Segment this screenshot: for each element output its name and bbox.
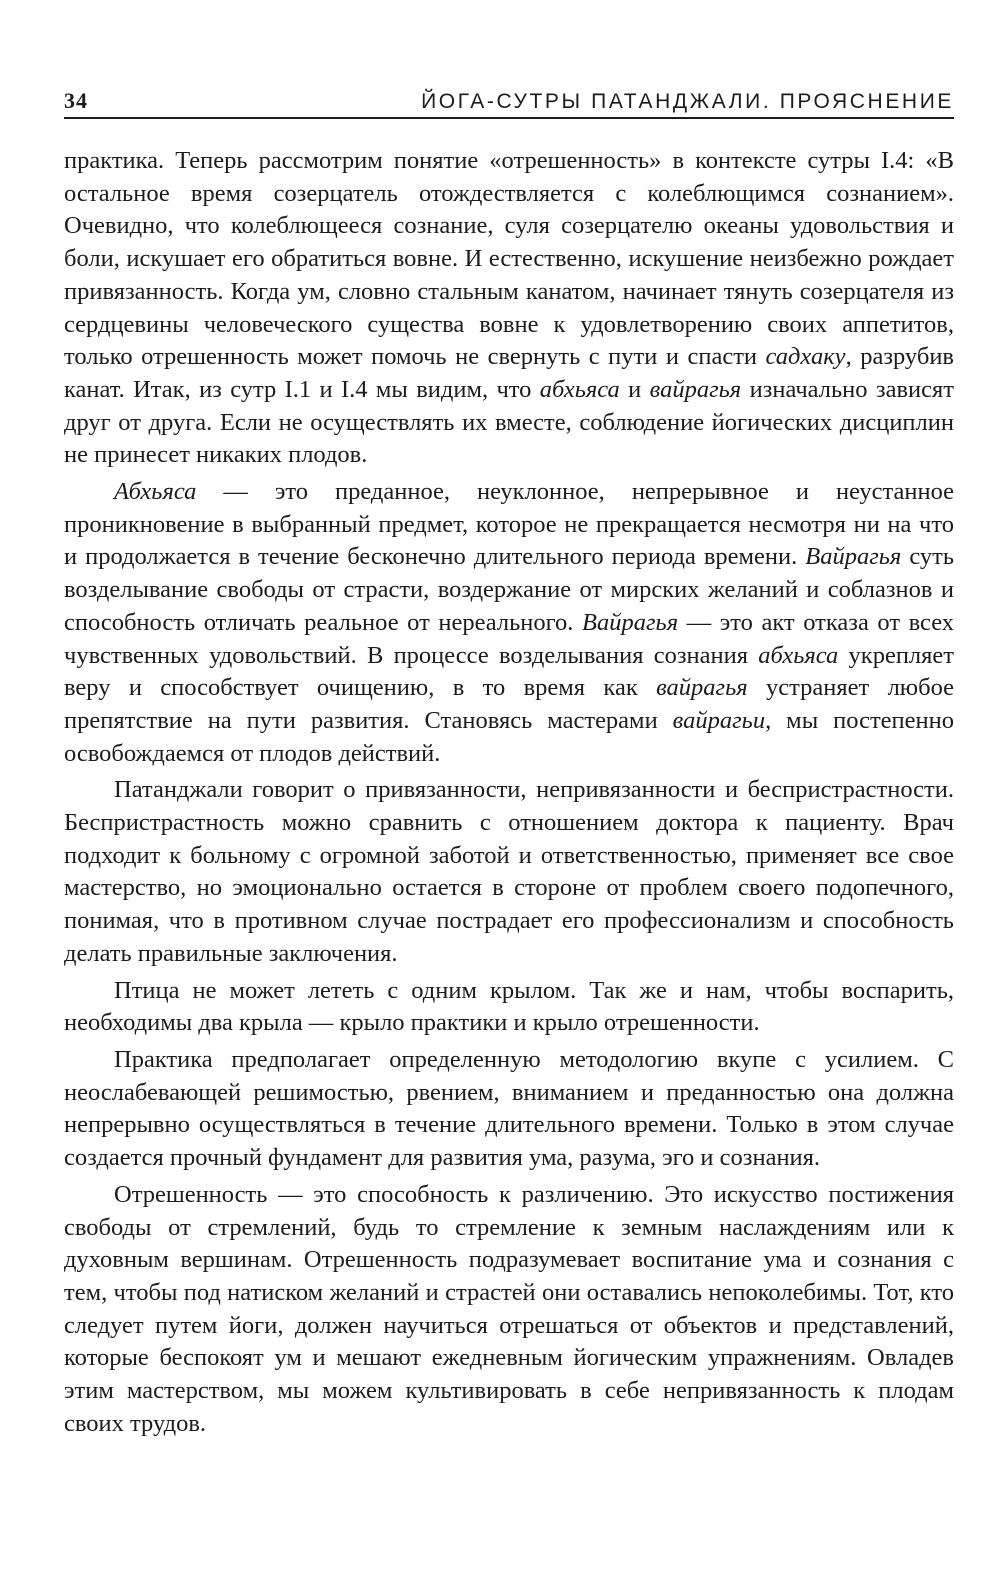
text-run: Практика предполагает определенную методологию вкупе с усилием. С неослабевающей решимостью, рвением, вниманием и преданностью она должна непрерывно осуществляться в течение длительного времени. Только в этом случае создается прочный фундамент для развития ума, разума, эго и сознания. [64, 1045, 954, 1172]
text-run: Патанджали говорит о привязанности, непривязанности и беспристрастности. Беспристрастность можно сравнить с отношением доктора к пациенту. Врач подходит к больному с огромной заботой и ответственностью, применяет все свое мастерство, но эмоционально остается в стороне от проблем своего подопечного, понимая, что в противном случае пострадает его профессионализм и способность делать правильные заключения. [64, 776, 954, 967]
italic-term: абхьяса [758, 641, 839, 669]
text-run: , разрубив канат. Итак, из сутр I.1 и I.4 мы видим, что [64, 343, 954, 403]
text-run: укрепляет веру и способствует очищению, в то время как [64, 641, 955, 702]
paragraph [64, 975, 954, 1040]
italic-term: вайрагья [649, 375, 742, 403]
italic-term: абхьяса [539, 375, 620, 403]
paragraph [64, 774, 954, 970]
body-text [64, 145, 954, 1440]
text-run: практика. Теперь рассмотрим понятие «отрешенность» в контексте сутры I.4: «В остальное время созерцатель отождествляется с колеблющимся сознанием». Очевидно, что колеблющееся сознание, суля созерцателю океаны удовольствия и боли, искушает его обратиться вовне. И естественно, искушение неизбежно рождает привязанность. Когда ум, словно стальным канатом, начинает тянуть созерцателя из сердцевины человеческого существа вовне к удовлетворению своих аппетитов, только отрешенность может помочь не свернуть с пути и спасти [64, 147, 954, 371]
paragraph [64, 1044, 954, 1175]
text-run: устраняет любое препятствие на пути развития. Становясь мастерами [64, 674, 954, 734]
book-page [64, 84, 954, 1444]
text-run: — это преданное, неуклонное, непрерывное и неустанное проникновение в выбранный предмет, которое не прекращается несмотря ни на что и продолжается в течение бесконечно длительного периода времени. [64, 478, 954, 571]
paragraph [64, 1179, 954, 1441]
italic-term: вайрагья [656, 674, 748, 702]
text-run: Отрешенность — это способность к различению. Это искусство постижения свободы от стремлений, будь то стремление к земным наслаждениям или к духовным вершинам. Отрешенность подразумевает воспитание ума и сознания с тем, чтобы под натиском желаний и страстей они оставались непоколебимы. Тот, кто следует путем йоги, должен научиться отрешаться от объектов и представлений, которые беспокоят ум и мешают ежедневным йогическим упражнениям. Овладев этим мастерством, мы можем культивировать в себе непривязанность к плодам своих трудов. [64, 1180, 954, 1437]
page-header [64, 84, 954, 119]
text-run: , мы постепенно освобождаемся от плодов действий. [64, 706, 955, 767]
text-run: суть возделывание свободы от страсти, воздержание от мирских желаний и соблазнов и способность отличать реальное от нереального. [64, 543, 954, 636]
italic-term: Вайрагья [582, 608, 679, 636]
page-number: 34 [64, 88, 88, 113]
paragraph [64, 476, 954, 770]
text-run: Птица не может лететь с одним крылом. Так же и нам, чтобы воспарить, необходимы два крыла — крыло практики и крыло отрешенности. [64, 976, 954, 1037]
text-run: и [619, 375, 650, 403]
text-run: — это акт отказа от всех чувственных удовольствий. В процессе возделывания сознания [64, 608, 955, 669]
italic-term: Абхьяса [114, 478, 197, 506]
text-run: изначально зависят друг от друга. Если не осуществлять их вместе, соблюдение йогических дисциплин не принесет никаких плодов. [64, 375, 954, 469]
italic-term: вайрагьи [672, 706, 766, 734]
italic-term: садхаку [765, 343, 846, 371]
running-title: ЙОГА-СУТРЫ ПАТАНДЖАЛИ. ПРОЯСНЕНИЕ [421, 90, 954, 113]
italic-term: Вайрагья [805, 543, 902, 571]
paragraph [64, 145, 954, 472]
